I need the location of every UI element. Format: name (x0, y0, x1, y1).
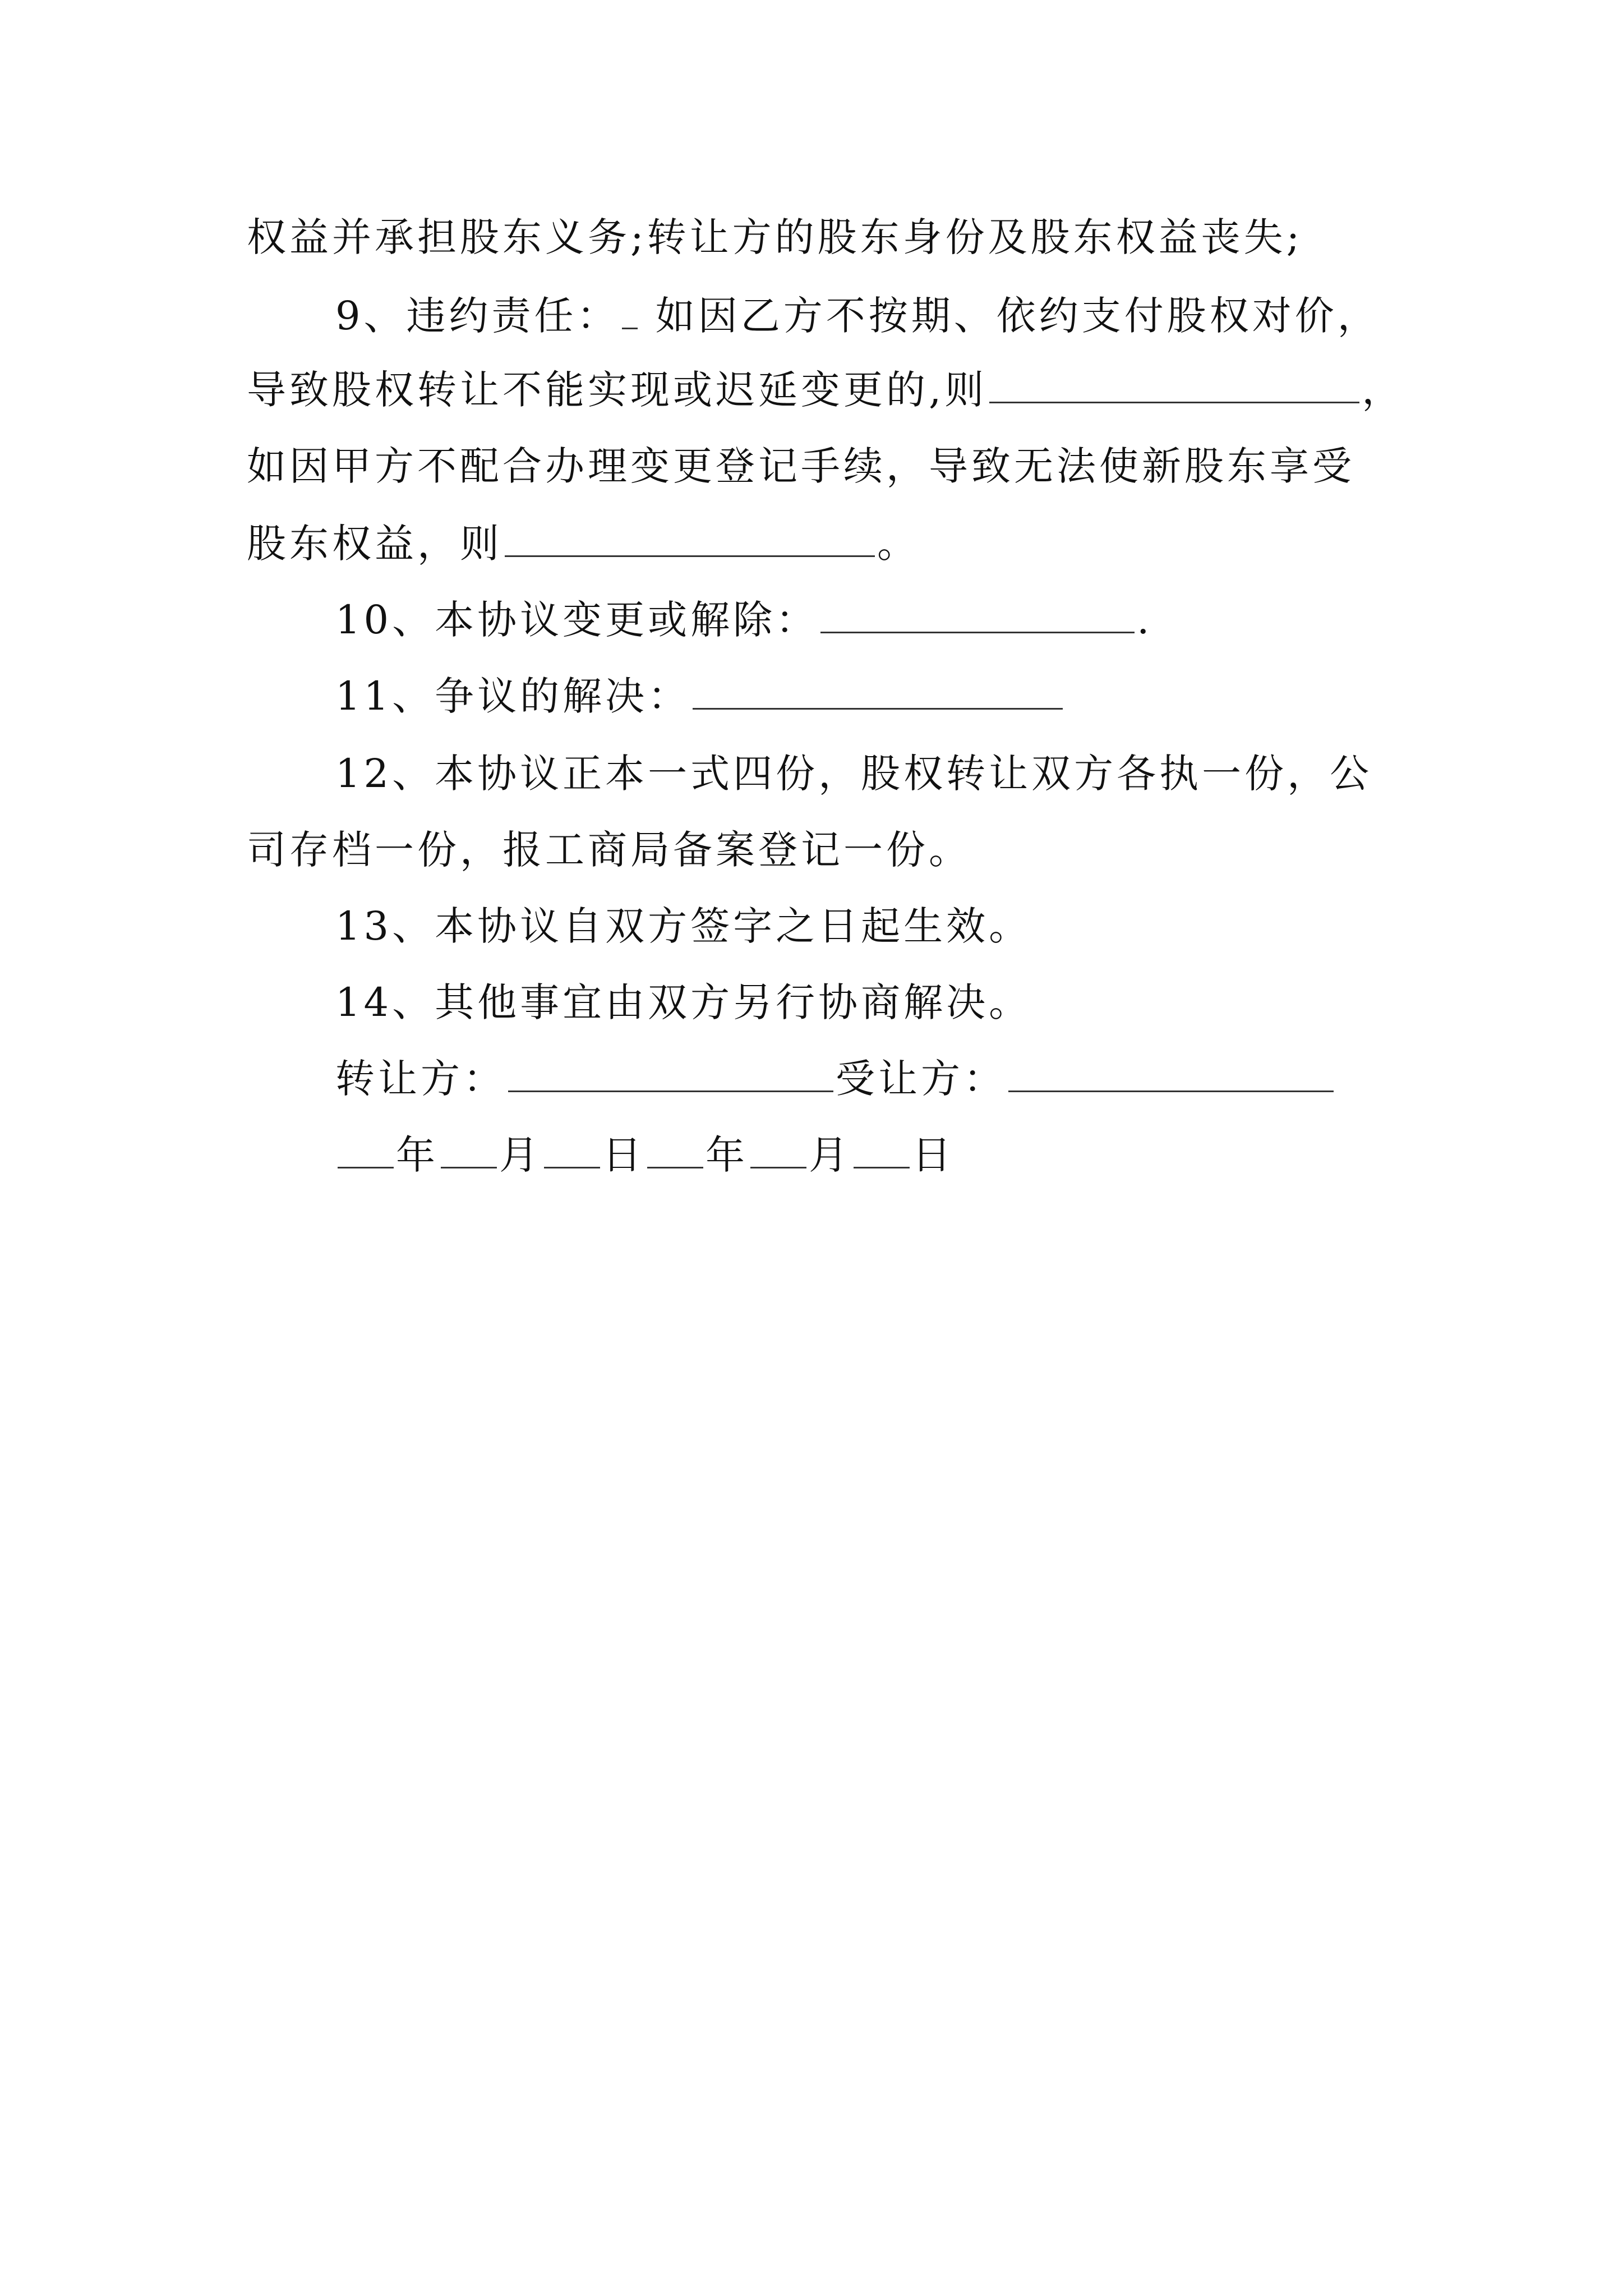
clause-9-line-2 (247, 365, 1404, 415)
clause-text: 如因乙方不按期、依约支付股权对价， (639, 293, 1380, 339)
transferor-signature-field[interactable] (508, 1056, 833, 1092)
clause-text: 司存档一份，报工商局备案登记一份。 (247, 827, 971, 873)
clause-text: 11、争议的解决： (335, 673, 691, 719)
date-row (335, 1130, 955, 1180)
transferor-month-field[interactable] (441, 1132, 497, 1168)
clause-10-amendment (335, 595, 1152, 645)
blank-field[interactable] (820, 597, 1135, 633)
signature-row (335, 1053, 1336, 1104)
clause-text: 股东权益，则 (247, 521, 502, 567)
transferee-label: 受让方： (836, 1056, 1006, 1102)
line-text: 权益并承担股东义务;转让方的股东身份及股东权益丧失; (247, 214, 1303, 260)
transferee-year-field[interactable] (647, 1132, 703, 1168)
month-label: 月 (499, 1132, 542, 1178)
clause-13-effective (335, 901, 1031, 951)
clause-9-line-4 (247, 518, 920, 569)
transferee-day-field[interactable] (854, 1132, 910, 1168)
transferor-label: 转让方： (335, 1056, 506, 1102)
clause-text: 导致股权转让不能实现或迟延变更的,则 (247, 367, 988, 413)
blank-field[interactable] (505, 521, 875, 557)
month-label: 月 (809, 1132, 851, 1178)
day-label: 日 (602, 1132, 645, 1178)
clause-text: 14、其他事宜由双方另行协商解决。 (335, 979, 1032, 1025)
clause-text: 如因甲方不配合办理变更登记手续，导致无法使新股东享受 (247, 443, 1355, 489)
clause-9-line-3 (247, 441, 1355, 491)
paragraph-line (247, 212, 1303, 263)
day-label: 日 (912, 1132, 955, 1178)
transferee-month-field[interactable] (750, 1132, 806, 1168)
clause-text: 。 (877, 521, 920, 567)
clause-text: 9、违约责任： (335, 293, 620, 339)
blank-field[interactable] (622, 293, 638, 329)
clause-text: 13、本协议自双方签字之日起生效。 (335, 903, 1032, 949)
transferee-signature-field[interactable] (1008, 1056, 1334, 1092)
clause-14-other (335, 977, 1031, 1028)
transferor-year-field[interactable] (338, 1132, 394, 1168)
year-label: 年 (706, 1132, 748, 1178)
blank-field[interactable] (693, 673, 1063, 710)
clause-text: ， (1362, 367, 1405, 413)
clause-9-breach (335, 291, 1380, 341)
clause-text: 12、本协议正本一式四份，股权转让双方各执一份，公 (335, 751, 1373, 797)
transferor-day-field[interactable] (544, 1132, 600, 1168)
clause-text: . (1137, 597, 1153, 643)
clause-12-line-2 (247, 825, 971, 875)
clause-11-dispute (335, 671, 1065, 721)
year-label: 年 (396, 1132, 439, 1178)
blank-field[interactable] (989, 367, 1359, 403)
clause-12-copies (335, 748, 1372, 799)
clause-text: 10、本协议变更或解除： (335, 597, 819, 643)
